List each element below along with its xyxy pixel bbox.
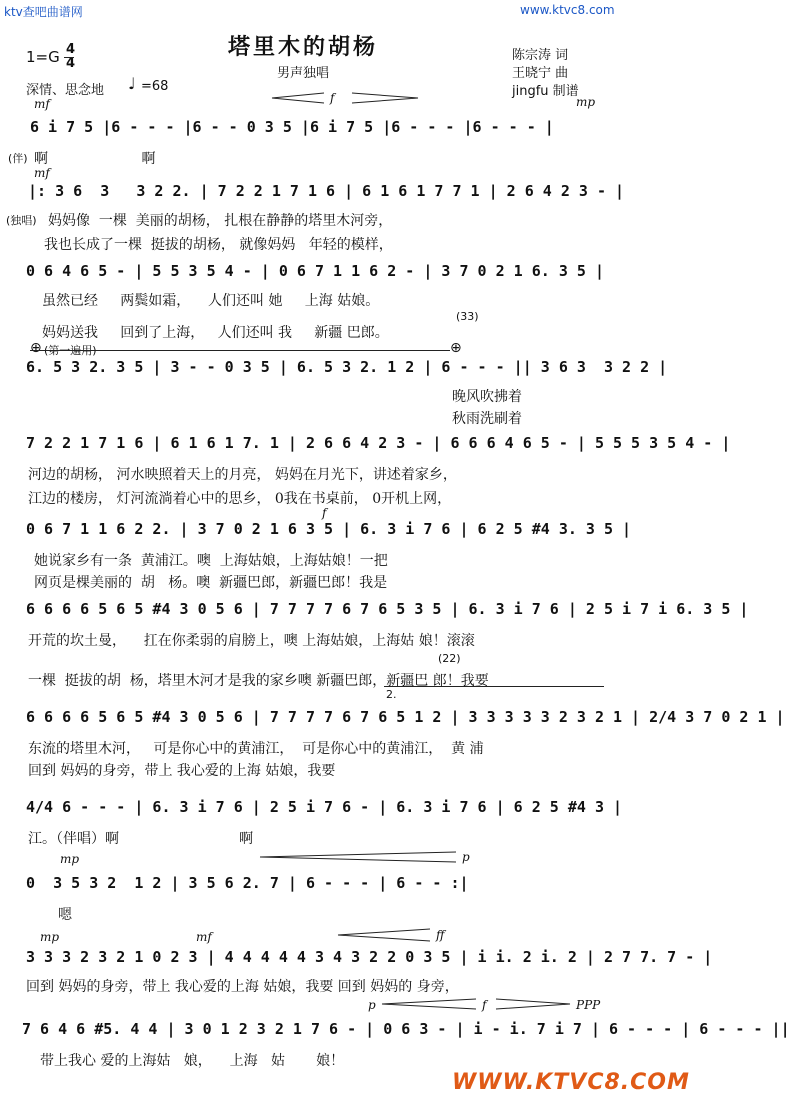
lyrics-row-3b: 妈妈送我 回到了上海， 人们还叫 我 新疆 巴郎。 xyxy=(42,325,389,341)
dynamic-mf-2: mf xyxy=(34,166,50,180)
dynamic-ppp: PPP xyxy=(576,998,601,1012)
notation-row-7: 6 6 6 6 5 6 5 #4 3 0 5 6 | 7 7 7 7 6 7 6 5 3 5 | 6. 3 i 7 6 | 2 5 i 7 i 6. 3 5 | xyxy=(26,600,749,618)
composer: 王晓宁 曲 xyxy=(512,66,569,81)
key-signature: 1=G xyxy=(26,48,60,66)
first-ending-bracket xyxy=(30,350,450,351)
notation-row-11: 3 3 3 2 3 2 1 0 2 3 | 4 4 4 4 4 3 4 3 2 2 0 3 5 | i i. 2 i. 2 | 2 7 7. 7 - | xyxy=(26,948,713,966)
tempo-value: =68 xyxy=(141,79,169,94)
crescendo-hairpin-4 xyxy=(380,998,478,1010)
time-signature-bottom: 4 xyxy=(66,56,76,71)
lyrics-row-2a: 妈妈像 一棵 美丽的胡杨， 扎根在静静的塔里木河旁， xyxy=(48,213,393,229)
notation-row-6: 0 6 7 1 1 6 2 2. | 3 7 0 2 1 6 3 5 | 6. 3 i 7 6 | 6 2 5 #4 3. 3 5 | xyxy=(26,520,632,538)
arranger: jingfu 制谱 xyxy=(512,84,579,99)
dynamic-f: f xyxy=(330,91,335,105)
decrescendo-hairpin-2 xyxy=(494,998,572,1010)
lyrics-row-7a: 开荒的坎土曼， 扛在你柔弱的肩膀上，噢 上海姑娘，上海姑 娘！滚滚 xyxy=(28,633,475,649)
mark-first-time: (第一遍用) xyxy=(44,344,97,357)
lyrics-row-11: 回到 妈妈的身旁，带上 我心爱的上海 姑娘，我要 回到 妈妈的 身旁， xyxy=(26,979,459,995)
lyrics-row-10: 嗯 xyxy=(58,907,72,923)
quarter-note-icon: ♩ xyxy=(128,74,136,93)
dynamic-mf-3: mf xyxy=(196,930,212,944)
dynamic-mp-3: mp xyxy=(40,930,60,944)
lyrics-row-7b: 一棵 挺拔的胡 杨，塔里木河才是我的家乡噢 新疆巴郎，新疆巴 郎！我要 xyxy=(28,673,489,689)
lyrics-row-2b: 我也长成了一棵 挺拔的胡杨， 就像妈妈 年轻的模样， xyxy=(44,237,393,253)
decrescendo-hairpin xyxy=(350,92,420,104)
song-subtitle: 男声独唱 xyxy=(277,66,330,81)
coda-icon-2: ⊕ xyxy=(450,340,462,356)
watermark-top-right: www.ktvc8.com xyxy=(520,3,615,17)
time-signature-line xyxy=(64,57,74,58)
lyrics-row-8a: 东流的塔里木河， 可是你心中的黄浦江， 可是你心中的黄浦江， 黄 浦 xyxy=(28,741,484,757)
lyrics-row-4b: 秋雨洗刷着 xyxy=(452,411,522,427)
lyrics-row-4a: 晚风吹拂着 xyxy=(452,389,522,405)
crescendo-hairpin xyxy=(270,92,326,104)
dynamic-p-2: p xyxy=(368,998,376,1012)
dynamic-mp-2: mp xyxy=(60,852,80,866)
lyrics-row-9: 江。（伴唱）啊 啊 xyxy=(28,831,254,847)
lyrics-row-5a: 河边的胡杨， 河水映照着天上的月亮， 妈妈在月光下，讲述着家乡， xyxy=(28,467,457,483)
lyrics-row-6b: 网页是棵美丽的 胡 杨。噢 新疆巴郎，新疆巴郎！我是 xyxy=(34,575,388,591)
dynamic-mp: mp xyxy=(576,95,596,109)
lyrics-row-12: 带上我心 爱的上海姑 娘， 上海 姑 娘！ xyxy=(40,1053,345,1069)
time-signature-top: 4 xyxy=(66,42,76,57)
notation-row-12: 7 6 4 6 #5. 4 4 | 3 0 1 2 3 2 1 7 6 - | 0 6 3 - | i - i. 7 i 7 | 6 - - - | 6 - - - || xyxy=(22,1020,790,1038)
notation-row-1: 6 i 7 5 |6 - - - |6 - - 0 3 5 |6 i 7 5 |6 - - - |6 - - - | xyxy=(30,118,554,136)
duplet-mark: (22) xyxy=(438,652,461,665)
triplet-mark: (33) xyxy=(456,310,479,323)
lyrics-row-6a: 她说家乡有一条 黄浦江。噢 上海姑娘，上海姑娘！一把 xyxy=(34,553,388,569)
notation-row-9: 4/4 6 - - - | 6. 3 i 7 6 | 2 5 i 7 6 - | 6. 3 i 7 6 | 6 2 5 #4 3 | xyxy=(26,798,623,816)
volta-bracket xyxy=(384,686,604,687)
notation-row-3: 0 6 4 6 5 - | 5 5 3 5 4 - | 0 6 7 1 1 6 2 - | 3 7 0 2 1 6. 3 5 | xyxy=(26,262,604,280)
crescendo-hairpin-3 xyxy=(336,928,432,942)
song-title: 塔里木的胡杨 xyxy=(228,34,379,60)
dynamic-f-3: f xyxy=(482,998,487,1012)
lyrics-row-3a: 虽然已经 两鬓如霜， 人们还叫 她 上海 姑娘。 xyxy=(42,293,380,309)
lyrics-row-8b: 回到 妈妈的身旁，带上 我心爱的上海 姑娘，我要 xyxy=(28,763,336,779)
lyrics-row-5b: 江边的楼房， 灯河流淌着心中的思乡， 0我在书桌前， 0开机上网， xyxy=(28,491,452,507)
lyrics-row-1: 啊 啊 xyxy=(34,151,156,167)
coda-icon: ⊕ xyxy=(30,340,42,356)
mark-accompaniment: (伴) xyxy=(8,152,28,165)
lyricist: 陈宗涛 词 xyxy=(512,48,569,63)
notation-row-5: 7 2 2 1 7 1 6 | 6 1 6 1 7. 1 | 2 6 6 4 2 3 - | 6 6 6 4 6 5 - | 5 5 5 3 5 4 - | xyxy=(26,434,731,452)
watermark-bottom: WWW.KTVC8.COM xyxy=(452,1070,690,1095)
dynamic-f-2: f xyxy=(322,506,327,520)
notation-row-8: 6 6 6 6 5 6 5 #4 3 0 5 6 | 7 7 7 7 6 7 6 5 1 2 | 3 3 3 3 3 2 3 2 1 | 2/4 3 7 0 2 1 | xyxy=(26,708,785,726)
dynamic-mf: mf xyxy=(34,97,50,111)
volta-number: 2. xyxy=(386,688,397,701)
mark-solo: (独唱) xyxy=(6,214,37,227)
notation-row-10: 0 3 5 3 2 1 2 | 3 5 6 2. 7 | 6 - - - | 6 - - :| xyxy=(26,874,469,892)
notation-row-2: |: 3 6 3 3 2 2. | 7 2 2 1 7 1 6 | 6 1 6 1 7 7 1 | 2 6 4 2 3 - | xyxy=(28,182,625,200)
dynamic-p: p xyxy=(462,850,470,864)
watermark-top-left: ktv查吧曲谱网 xyxy=(4,5,83,19)
crescendo-hairpin-2 xyxy=(258,850,458,864)
tempo-text: 深情、思念地 xyxy=(26,83,105,98)
dynamic-ff: ff xyxy=(436,928,445,942)
notation-row-4: 6. 5 3 2. 3 5 | 3 - - 0 3 5 | 6. 5 3 2. 1 2 | 6 - - - || 3 6 3 3 2 2 | xyxy=(26,358,668,376)
